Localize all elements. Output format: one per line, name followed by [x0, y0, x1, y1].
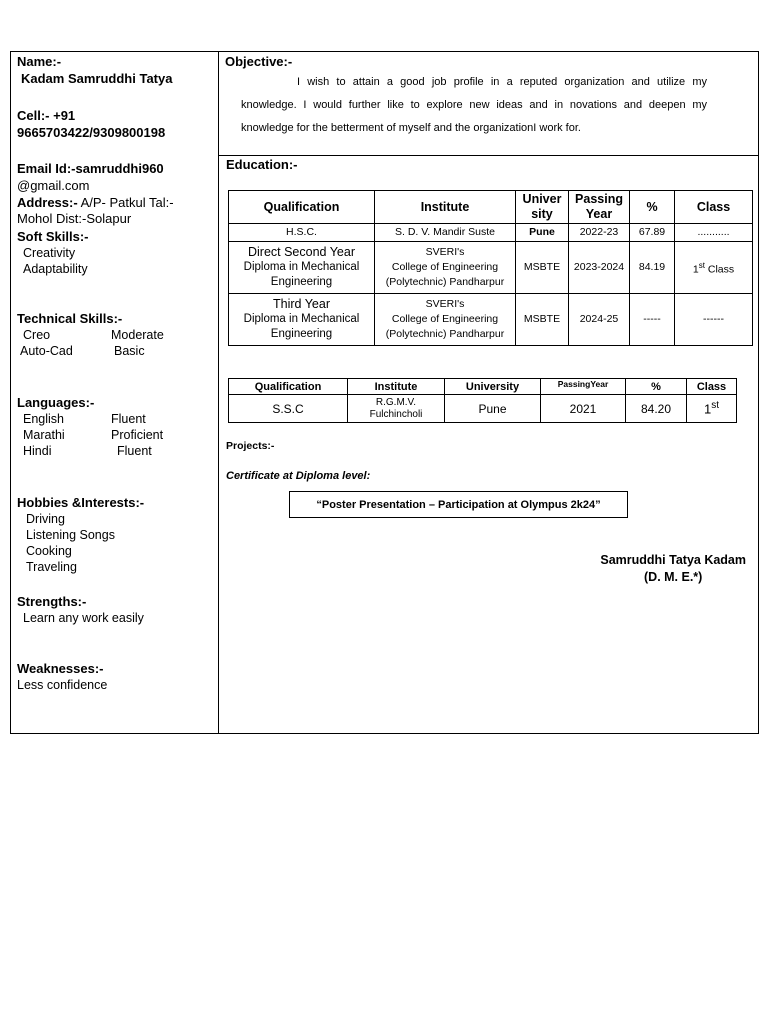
- cell-year: 2023-2024: [569, 242, 630, 294]
- cell-qualification: [229, 242, 375, 294]
- name-value: Kadam Samruddhi Tatya: [21, 71, 173, 86]
- technical-skill-row: [17, 343, 164, 359]
- cell-percent: -----: [630, 294, 675, 346]
- cell-university: Pune: [445, 395, 541, 423]
- header-passing-year: Passing Year: [569, 191, 630, 224]
- hobby-item: Traveling: [26, 560, 77, 574]
- language-level: Fluent: [111, 412, 146, 426]
- qualification-line: Engineering: [270, 276, 333, 288]
- header-qualification: Qualification: [229, 379, 348, 395]
- language-level: Proficient: [111, 428, 164, 442]
- objective-section: [225, 54, 719, 140]
- table-row: [229, 242, 753, 294]
- left-column: [11, 52, 219, 733]
- language-name: Hindi: [23, 444, 52, 458]
- cell-university: MSBTE: [516, 242, 569, 294]
- hobbies-section: [17, 495, 144, 575]
- qualification-line: Third Year: [273, 297, 330, 311]
- soft-skill-item: Creativity: [23, 246, 76, 260]
- objective-text: I wish to attain a good job profile in a reputed organization and utilize my knowledge. I would further like to explore new ideas and in novations and deepen my knowledge for the betterment of myself and the organizationI work for.: [241, 76, 707, 134]
- cell-university: Pune: [516, 224, 569, 242]
- signature-name: Samruddhi Tatya Kadam: [600, 553, 746, 567]
- header-percent: %: [630, 191, 675, 224]
- strengths-section: [17, 594, 144, 626]
- projects-title: Projects:-: [226, 440, 275, 452]
- technical-skill-row: [17, 327, 164, 343]
- institute-line: SVERI's: [425, 246, 465, 258]
- cell-class: ...........: [675, 224, 753, 242]
- qualification-line: Direct Second Year: [247, 245, 355, 259]
- certificate-box: [289, 491, 628, 518]
- weaknesses-section: [17, 661, 107, 693]
- address-block: [17, 195, 174, 210]
- cell-institute: [375, 242, 516, 294]
- header-class: Class: [675, 191, 753, 224]
- header-percent: %: [626, 379, 687, 395]
- language-row: [17, 411, 163, 427]
- soft-skill-item: Adaptability: [23, 262, 88, 276]
- language-name: Marathi: [23, 428, 65, 442]
- cell-qualification: H.S.C.: [229, 224, 375, 242]
- header-qualification: Qualification: [229, 191, 375, 224]
- table-row: [229, 395, 737, 423]
- language-row: [17, 427, 163, 443]
- address-line2: Mohol Dist:-Solapur: [17, 211, 132, 226]
- technical-skills-title: Technical Skills:-: [17, 311, 123, 326]
- hobby-item: Cooking: [26, 544, 72, 558]
- cell-percent: 84.20: [626, 395, 687, 423]
- cell-institute: [348, 395, 445, 423]
- languages-title: Languages:-: [17, 395, 95, 410]
- class-suffix: st: [698, 260, 705, 270]
- technical-skill-name: Auto-Cad: [20, 344, 73, 358]
- institute-line: SVERI's: [425, 298, 465, 310]
- header-class: Class: [687, 379, 737, 395]
- soft-skills-title: Soft Skills:-: [17, 229, 89, 244]
- institute-line: College of Engineering: [391, 313, 499, 325]
- technical-skill-name: Creo: [23, 328, 51, 342]
- header-institute: Institute: [348, 379, 445, 395]
- cell-institute: S. D. V. Mandir Suste: [375, 224, 516, 242]
- ssc-header-row: [229, 379, 737, 395]
- class-number: 1: [692, 263, 699, 276]
- language-row: [17, 443, 163, 459]
- cell-class: ------: [675, 294, 753, 346]
- signature-degree: (D. M. E.*): [644, 570, 703, 584]
- header-university: University: [445, 379, 541, 395]
- objective-title: Objective:-: [225, 54, 293, 69]
- resume-page: [10, 51, 759, 734]
- cell-class: [687, 395, 737, 423]
- weaknesses-title: Weaknesses:-: [17, 661, 104, 676]
- header-institute: Institute: [375, 191, 516, 224]
- hobby-item: Listening Songs: [26, 528, 115, 542]
- education-header-row: [229, 191, 753, 224]
- cell-year: 2024-25: [569, 294, 630, 346]
- technical-skills-section: [17, 311, 164, 359]
- languages-section: [17, 395, 163, 459]
- table-row: [229, 224, 753, 242]
- education-table: [228, 190, 753, 346]
- institute-line: (Polytechnic) Pandharpur: [385, 276, 505, 288]
- cell-university: MSBTE: [516, 294, 569, 346]
- institute-line: (Polytechnic) Pandharpur: [385, 328, 505, 340]
- language-name: English: [23, 412, 64, 426]
- table-row: [229, 294, 753, 346]
- address-line1: A/P- Patkul Tal:-: [80, 195, 174, 210]
- technical-skill-level: Basic: [114, 344, 145, 358]
- cell-year: 2022-23: [569, 224, 630, 242]
- cell-value: 9665703422/9309800198: [17, 125, 166, 140]
- weaknesses-text: Less confidence: [17, 678, 108, 692]
- qualification-line: Diploma in Mechanical: [243, 261, 360, 273]
- email-label: Email Id:-samruddhi960: [17, 161, 164, 176]
- strengths-title: Strengths:-: [17, 594, 87, 609]
- cell-qualification: [229, 294, 375, 346]
- institute-line: R.G.M.V.: [375, 396, 417, 408]
- header-passing-year: PassingYear: [541, 379, 626, 395]
- institute-line: College of Engineering: [391, 261, 499, 273]
- qualification-line: Diploma in Mechanical: [243, 313, 360, 325]
- institute-line: Fulchincholi: [369, 408, 423, 420]
- language-level: Fluent: [117, 444, 152, 458]
- cell-label: Cell:- +91: [17, 108, 76, 123]
- cell-class: [675, 242, 753, 294]
- soft-skills-section: [17, 229, 89, 277]
- cell-qualification: S.S.C: [229, 395, 348, 423]
- ssc-table: [228, 378, 737, 423]
- cell-institute: [375, 294, 516, 346]
- name-label: Name:-: [17, 54, 62, 69]
- hobbies-title: Hobbies &Interests:-: [17, 495, 145, 510]
- address-label: Address:-: [17, 195, 78, 210]
- class-number: 1: [703, 401, 712, 417]
- certificate-text: “Poster Presentation – Participation at Olympus 2k24”: [316, 498, 601, 511]
- certificate-title: Certificate at Diploma level:: [226, 470, 371, 482]
- qualification-line: Engineering: [270, 328, 333, 340]
- right-column: [219, 52, 758, 733]
- class-text: Class: [704, 263, 735, 276]
- header-university: Univer sity: [516, 191, 569, 224]
- class-suffix: st: [711, 400, 719, 412]
- strengths-text: Learn any work easily: [23, 611, 144, 625]
- hobby-item: Driving: [26, 512, 65, 526]
- technical-skill-level: Moderate: [111, 328, 164, 342]
- education-title: Education:-: [226, 157, 298, 172]
- email-value: @gmail.com: [17, 178, 90, 193]
- cell-percent: 84.19: [630, 242, 675, 294]
- section-divider: [219, 155, 758, 156]
- cell-percent: 67.89: [630, 224, 675, 242]
- cell-year: 2021: [541, 395, 626, 423]
